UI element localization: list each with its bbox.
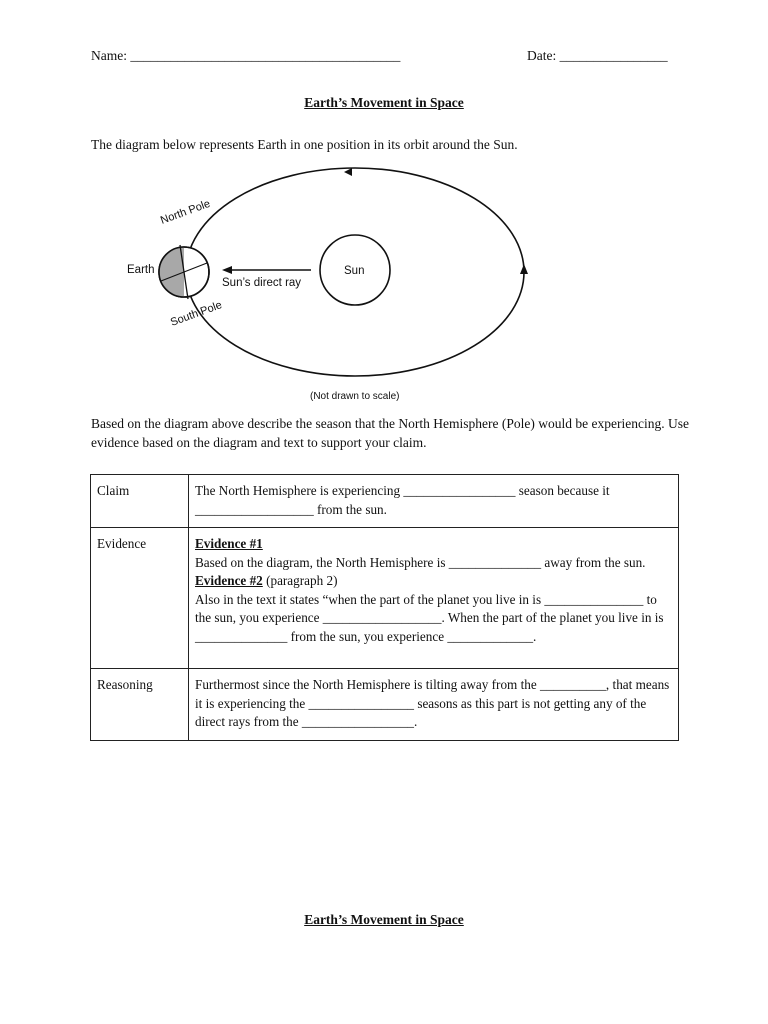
evidence-2-note: (paragraph 2)	[262, 573, 338, 588]
claim-row	[91, 475, 679, 528]
evidence-2-text: Also in the text it states “when the part of the planet you live in is _______________ to the sun, you experience __________________. When the part of the planet you live in is ______________ from the sun, you experience _____________.	[195, 591, 664, 644]
intro-text: The diagram below represents Earth in one position in its orbit around the Sun.	[91, 137, 518, 152]
evidence-2-heading-line	[195, 572, 672, 591]
evidence-cell[interactable]	[189, 528, 679, 669]
claim-text[interactable]: The North Hemisphere is experiencing _________________ season because it __________________ from the sun.	[189, 475, 679, 528]
north-pole-label: North Pole	[158, 197, 212, 227]
reasoning-label: Reasoning	[91, 669, 189, 741]
orbit-arrow-top	[344, 168, 352, 176]
cer-table	[90, 474, 679, 741]
claim-label: Claim	[91, 475, 189, 528]
scale-note: (Not drawn to scale)	[310, 391, 400, 402]
earth-globe	[159, 245, 209, 299]
prompt-text: Based on the diagram above describe the season that the North Hemisphere (Pole) would be experiencing. Use evidence based on the diagram and text to support your claim.	[91, 416, 689, 450]
sun-ray-label: Sun’s direct ray	[222, 277, 302, 289]
evidence-1-heading: Evidence #1	[195, 536, 263, 551]
reasoning-text[interactable]: Furthermost since the North Hemisphere is tilting away from the __________, that means it is experiencing the ________________ seasons as this part is not getting any of the direct rays from the _________________.	[189, 669, 679, 741]
reasoning-row	[91, 669, 679, 741]
orbit-arrow-right	[520, 264, 528, 274]
orbit-diagram	[90, 158, 580, 408]
evidence-row	[91, 528, 679, 669]
page-title: Earth’s Movement in Space	[304, 95, 464, 110]
date-field[interactable]: Date: ________________	[527, 48, 668, 63]
evidence-label: Evidence	[91, 528, 189, 669]
name-field[interactable]: Name: ________________________________________	[91, 48, 401, 63]
south-pole-label: South Pole	[168, 299, 224, 329]
evidence-1-text: Based on the diagram, the North Hemisphere is ______________ away from the sun.	[195, 554, 646, 570]
footer-title: Earth’s Movement in Space	[304, 912, 464, 927]
evidence-2-heading: Evidence #2	[195, 573, 263, 588]
sun-label: Sun	[344, 265, 365, 277]
earth-label: Earth	[127, 264, 155, 276]
